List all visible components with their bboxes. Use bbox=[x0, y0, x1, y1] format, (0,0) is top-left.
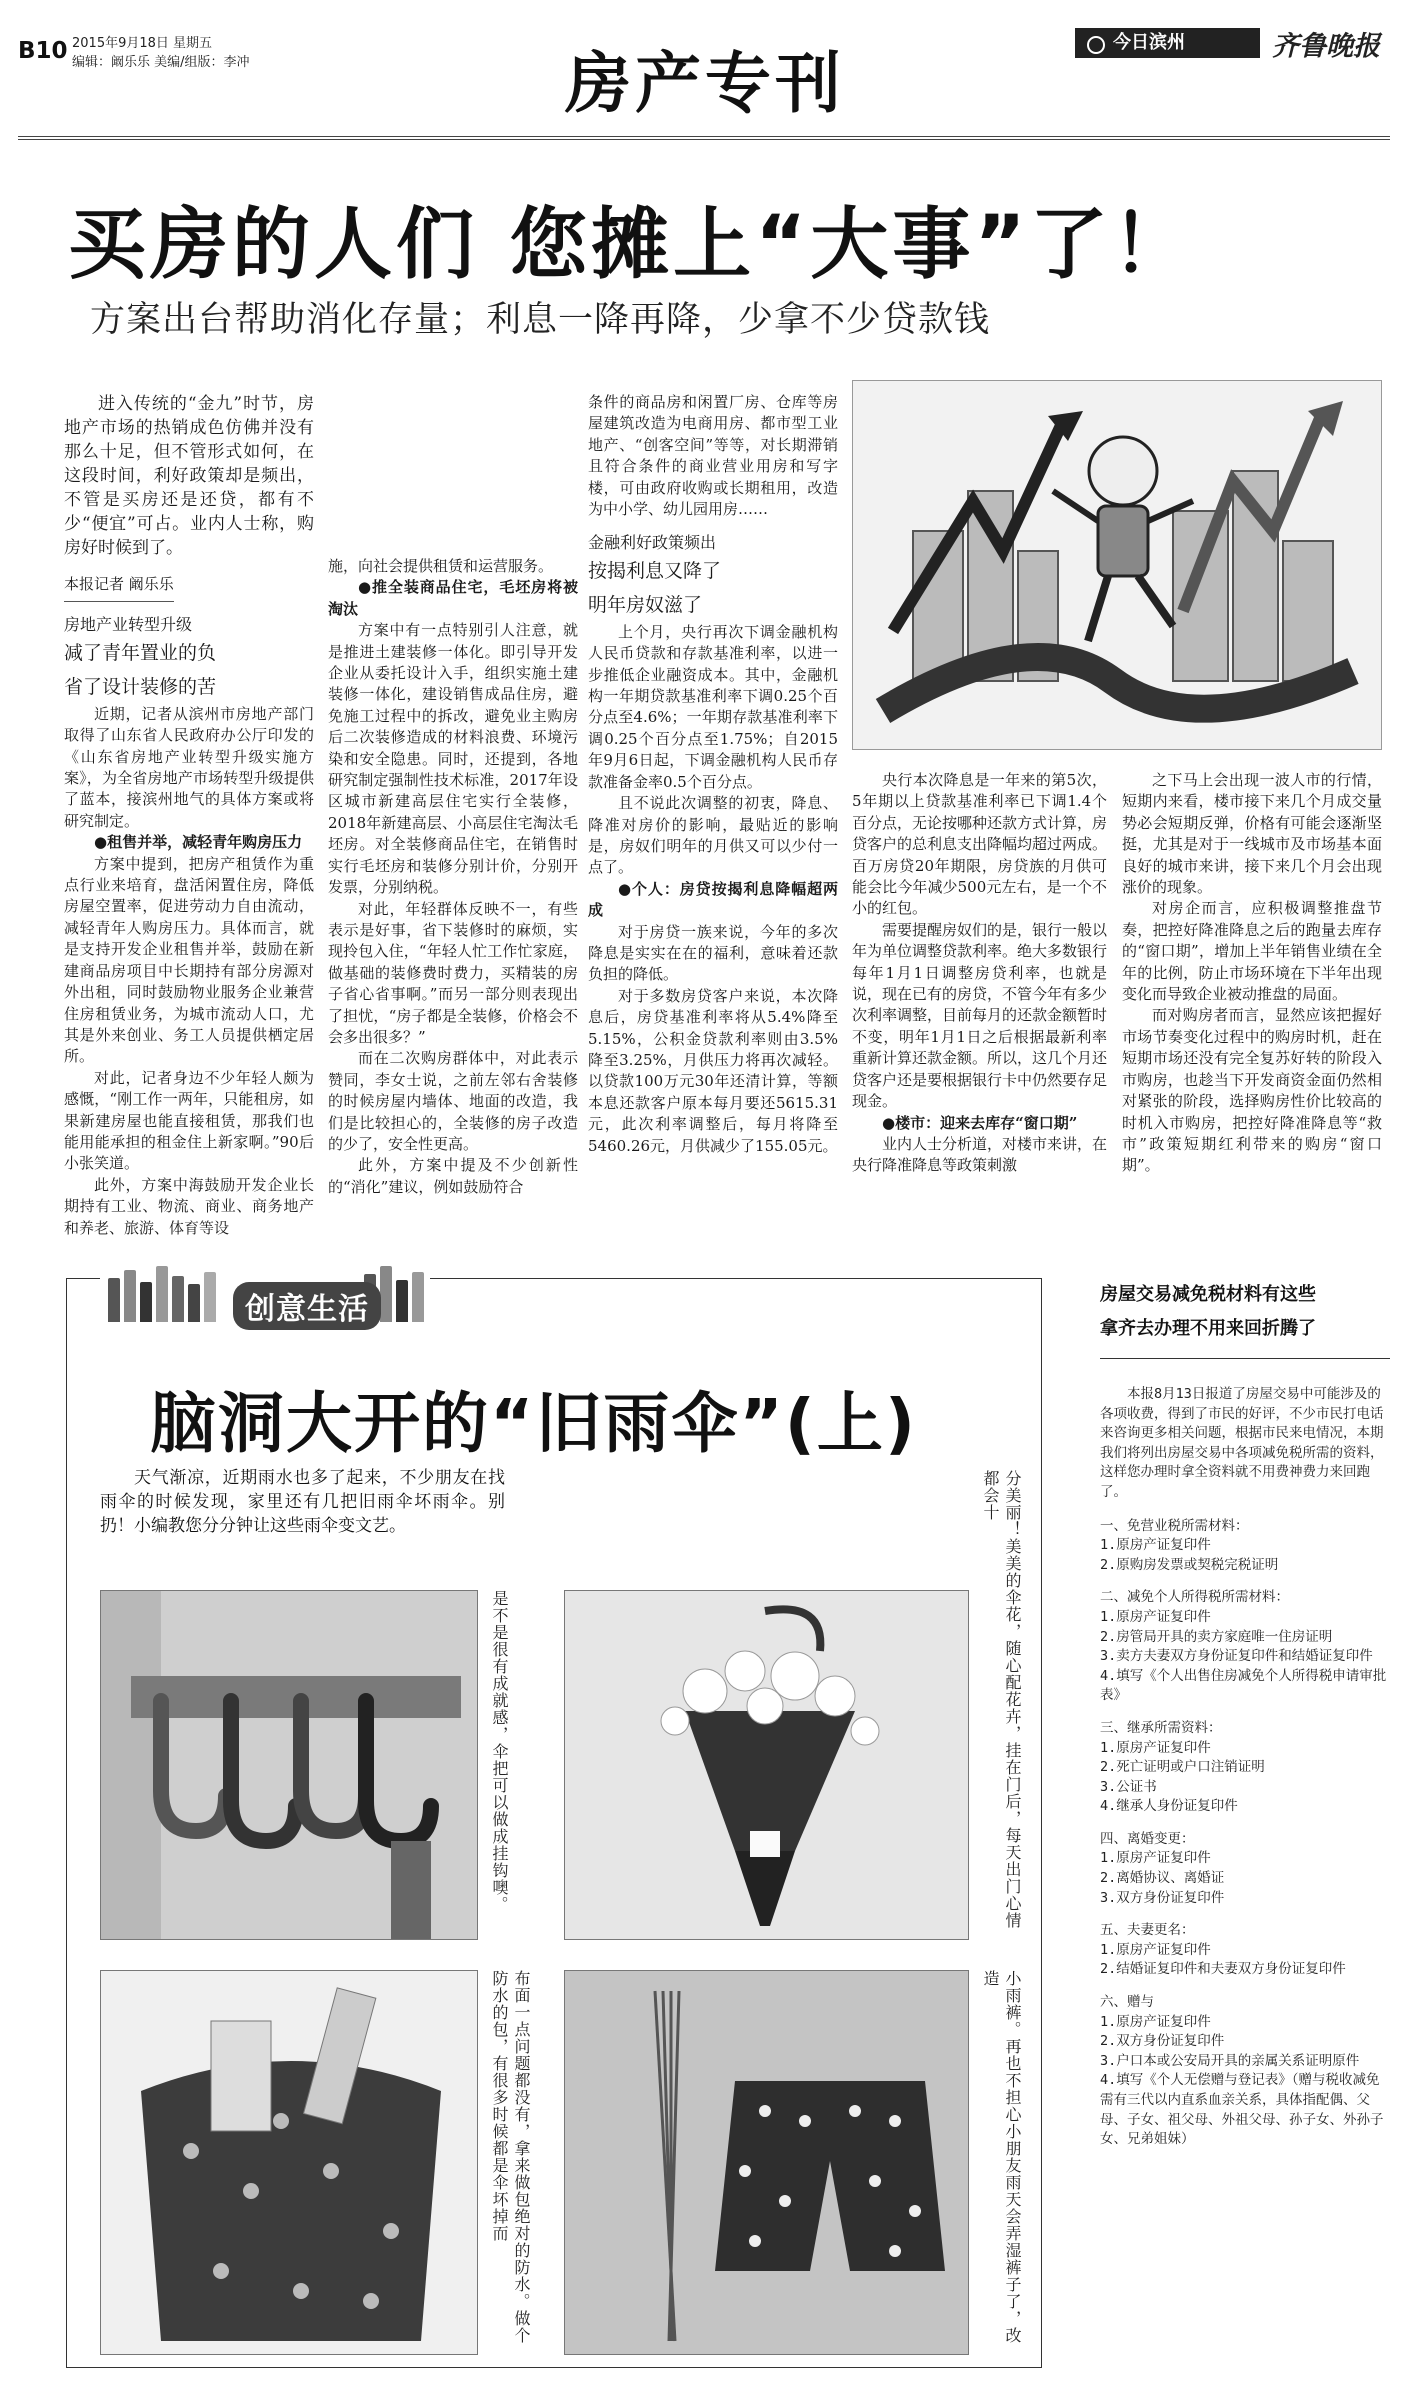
paragraph: 上个月，央行再次下调金融机构人民币贷款和存款基准利率，以进一步推低企业融资成本。其中，金融机构一年期贷款基准利率下调0.25个百分点至4.6%；一年期存款基准利率下调0.25个百分点至1.75%；自2015年9月6日起，下调金融机构人民币存款准备金率0.5个百分点。 bbox=[588, 622, 838, 791]
paragraph: 需要提醒房奴们的是，银行一般以年为单位调整贷款利率。绝大多数银行每年1月1日调整房贷利率，也就是说，现在已有的房贷，不管今年有多少次利率调整，目前每月的还款金额暂时不变，明年1月1日之后根据最新利率重新计算还款金额。所以，这几个月还贷客户还是要根据银行卡中仍然要存足现金。 bbox=[852, 920, 1107, 1111]
section2-kicker: 金融利好政策频出 bbox=[588, 533, 717, 553]
section1-heading-line1: 减了青年置业的负 bbox=[64, 641, 217, 664]
article-column-5 bbox=[1122, 770, 1382, 1252]
section1-heading-line2: 省了设计装修的苦 bbox=[64, 675, 217, 698]
pencil-icon bbox=[140, 1282, 152, 1322]
pencil-icon bbox=[188, 1284, 200, 1322]
paragraph: 央行本次降息是一年来的第5次，5年期以上贷款基准利率已下调1.4个百分点，无论按哪种还款方式计算，房贷客户的总利息支出降幅均超过两成。百万房贷20年期限，房贷族的月供可能会比今年减少500元左右，是一个不小的红包。 bbox=[852, 771, 1107, 918]
creative-life-label: 创意生活 bbox=[233, 1282, 381, 1330]
article-byline: 本报记者 阚乐乐 bbox=[64, 574, 174, 602]
main-subhead: 方案出台帮助消化存量；利息一降再降，少拿不少贷款钱 bbox=[90, 300, 991, 340]
article-column-3 bbox=[588, 392, 838, 1252]
material-item: 1.原房产证复印件 bbox=[1100, 1739, 1211, 1756]
paragraph: 对于房贷一族来说，今年的多次降息是实实在在的福利，意味着还款负担的降低。 bbox=[588, 922, 838, 984]
page-header bbox=[0, 0, 1409, 150]
paragraph: 此外，方案中提及不少创新性的“消化”建议，例如鼓励符合 bbox=[328, 1156, 578, 1196]
sidebar-intro: 本报8月13日报道了房屋交易中可能涉及的各项收费，得到了市民的好评，不少市民打电话来咨询更多相关问题，根据市民来电情况，本期我们将列出房屋交易中各项减免税所需的资料，这样您办理时拿全资料就不用费神费力来回跑了。 bbox=[1100, 1386, 1384, 1500]
material-group bbox=[1100, 1830, 1390, 1908]
rain-pants-photo bbox=[564, 1970, 969, 2355]
bullet-heading: ●个人：房贷按揭利息降幅超两成 bbox=[588, 879, 838, 920]
article-column-4 bbox=[852, 770, 1107, 1252]
umbrella-bag-photo bbox=[100, 1970, 478, 2355]
material-group-title: 三、继承所需资料： bbox=[1100, 1719, 1222, 1736]
material-group bbox=[1100, 1517, 1390, 1576]
article-lead: 进入传统的“金九”时节，房地产市场的热销成色仿佛并没有那么十足，但不管形式如何，在这段时间，利好政策却是频出，不管是买房还是还贷，都有不少“便宜”可占。业内人士称，购房好时候到了。 bbox=[64, 394, 314, 558]
material-item: 4.填写《个人无偿赠与登记表》（赠与税收减免需有三代以内直系血亲关系，具体指配偶、父母、子女、祖父母、外祖父母、孙子女、外孙子女、兄弟姐妹） bbox=[1100, 2072, 1384, 2148]
section-title: 房产专刊 bbox=[565, 44, 845, 122]
material-group bbox=[1100, 1588, 1390, 1706]
city-badge: 今日滨州 bbox=[1075, 28, 1260, 58]
paragraph: 且不说此次调整的初衷，降息、降准对房价的影响，最贴近的影响是，房奴们明年的月供又可以少付一点了。 bbox=[588, 794, 838, 877]
material-item: 1.原房产证复印件 bbox=[1100, 2013, 1211, 2030]
creative-life-banner bbox=[100, 1258, 430, 1330]
sidebar-title bbox=[1100, 1278, 1390, 1359]
bullet-heading: ●楼市：迎来去库存“窗口期” bbox=[882, 1113, 1078, 1132]
paragraph: 对房企而言，应积极调整推盘节奏，把控好降准降息之后的跑量去库存的“窗口期”，增加上半年销售业绩在全年的比例，防止市场环境在下半年出现变化而导致企业被动推盘的局面。 bbox=[1122, 899, 1382, 1004]
creative-intro: 天气渐凉，近期雨水也多了起来，不少朋友在找雨伞的时候发现，家里还有几把旧雨伞坏雨伞。别扔！小编教您分分钟让这些雨伞变文艺。 bbox=[100, 1468, 505, 1536]
material-group bbox=[1100, 1719, 1390, 1817]
material-group bbox=[1100, 1993, 1390, 2150]
material-item: 2.原购房发票或契税完税证明 bbox=[1100, 1556, 1279, 1573]
pencil-icon bbox=[204, 1272, 216, 1322]
material-item: 3.户口本或公安局开具的亲属关系证明原件 bbox=[1100, 2052, 1360, 2069]
pencil-icon bbox=[380, 1266, 392, 1322]
section1-kicker: 房地产业转型升级 bbox=[64, 615, 193, 635]
paragraph: 此外，方案中海鼓励开发企业长期持有工业、物流、商业、商务地产和养老、旅游、体育等设 bbox=[64, 1175, 314, 1237]
material-item: 2.双方身份证复印件 bbox=[1100, 2033, 1225, 2050]
article-column-1 bbox=[64, 392, 314, 1252]
article-column-2 bbox=[328, 556, 578, 1254]
umbrella-bouquet-graphic bbox=[565, 1591, 969, 1940]
material-item: 3.公证书 bbox=[1100, 1778, 1157, 1795]
umbrella-bag-graphic bbox=[101, 1971, 478, 2355]
creative-title: 脑洞大开的“旧雨伞”(上) bbox=[150, 1385, 918, 1462]
paragraph: 施，向社会提供租赁和运营服务。 bbox=[328, 557, 554, 575]
material-item: 2.房管局开具的卖方家庭唯一住房证明 bbox=[1100, 1628, 1333, 1645]
material-item: 2.死亡证明或户口注销证明 bbox=[1100, 1759, 1265, 1776]
sidebar-title-line2: 拿齐去办理不用来回折腾了 bbox=[1100, 1318, 1316, 1339]
sidebar-title-line1: 房屋交易减免税材料有这些 bbox=[1100, 1284, 1316, 1305]
material-item: 3.双方身份证复印件 bbox=[1100, 1889, 1225, 1906]
sidebar-body bbox=[1100, 1385, 1390, 2150]
umbrella-bouquet-photo bbox=[564, 1590, 969, 1940]
paragraph: 对此，年轻群体反映不一，有些表示是好事，省下装修时的麻烦，实现拎包入住，“年轻人忙工作忙家庭，做基础的装修费时费力，买精装的房子省心省事啊。”而另一部分则表现出了担忧，“房子都是全装修，价格会不会多出很多？” bbox=[328, 899, 578, 1046]
material-item: 1.原房产证复印件 bbox=[1100, 1608, 1211, 1625]
bullet-heading: ●租售并举，减轻青年购房压力 bbox=[94, 833, 303, 852]
paragraph: 条件的商品房和闲置厂房、仓库等房屋建筑改造为电商用房、都市型工业地产、“创客空间”等等，对长期滞销且符合条件的商业营业用房和写字楼，可由政府收购或长期租用，改造为中小学、幼儿园用房…… bbox=[588, 393, 838, 519]
paragraph: 而在二次购房群体中，对此表示赞同，李女士说，之前左邻右舍装修的时候房屋内墙体、地面的改造，我们是比较担心的，全装修的房子改造的少了，安全性更高。 bbox=[328, 1049, 578, 1153]
paragraph: 近期，记者从滨州市房地产部门取得了山东省人民政府办公厅印发的《山东省房地产业转型升级实施方案》，为全省房地产市场转型升级提供了蓝本，接滨州地气的具体方案或将研究制定。 bbox=[64, 704, 314, 830]
article-illustration bbox=[852, 380, 1382, 750]
pencil-icon bbox=[412, 1272, 424, 1322]
illustration-graphic bbox=[853, 381, 1382, 750]
pencil-icon bbox=[396, 1280, 408, 1322]
paragraph: 方案中提到，把房产租赁作为重点行业来培育，盘活闲置住房，降低房屋空置率，促进劳动力自由流动，减轻青年人购房压力。具体而言，就是支持开发企业租售并举，鼓励在新建商品房项目中长期持有部分房源对外出租，同时鼓励物业服务企业兼营住房租赁业务，为城市流动人口，尤其是外来创业、务工人员提供栖定居所。 bbox=[64, 854, 314, 1066]
page-number: B10 bbox=[18, 38, 68, 64]
paper-logo: 齐鲁晚报 bbox=[1272, 31, 1380, 62]
photo1-caption: 是不是很有成就感，伞把可以做成挂钩噢。 bbox=[490, 1590, 509, 1913]
material-group-title: 五、夫妻更名： bbox=[1100, 1922, 1195, 1939]
material-group-title: 二、减免个人所得税所需材料： bbox=[1100, 1589, 1289, 1606]
section2-heading-line2: 明年房奴滋了 bbox=[588, 593, 703, 616]
main-headline: 买房的人们 您摊上“大事”了！ bbox=[68, 200, 1194, 290]
paragraph: 方案中有一点特别引人注意，就是推进土建装修一体化。即引导开发企业从委托设计入手，组织实施土建装修一体化，建设销售成品住房，避免施工过程中的拆改，避免业主购房后二次装修造成的材料浪费、环境污染和安全隐患。同时，还提到，各地研究制定强制性技术标准，2017年设区城市新建高层住宅实行全装修，2018年新建高层、小高层住宅淘汰毛坯房。对全装修商品住宅，在销售时实行毛坯房和装修分别计价，分别开发票，分别纳税。 bbox=[328, 621, 578, 897]
paragraph: 之下马上会出现一波人市的行情，短期内来看，楼市接下来几个月成交量势必会短期反弹，价格有可能会逐渐坚挺，尤其是对于一线城市及市场基本面良好的城市来讲，接下来几个月会出现涨价的现象。 bbox=[1122, 771, 1382, 897]
date-line: 2015年9月18日 星期五 bbox=[72, 36, 213, 51]
section2-heading-line1: 按揭利息又降了 bbox=[588, 559, 722, 582]
material-group-title: 六、赠与 bbox=[1100, 1994, 1154, 2011]
material-item: 1.原房产证复印件 bbox=[1100, 1850, 1211, 1867]
umbrella-hook-graphic bbox=[101, 1591, 478, 1940]
rain-pants-graphic bbox=[565, 1971, 969, 2355]
material-item: 3.卖方夫妻双方身份证复印件和结婚证复印件 bbox=[1100, 1648, 1373, 1665]
material-group-title: 一、免营业税所需材料： bbox=[1100, 1517, 1249, 1534]
material-group-title: 四、离婚变更： bbox=[1100, 1830, 1195, 1847]
pencil-icon bbox=[156, 1266, 168, 1322]
material-item: 1.原房产证复印件 bbox=[1100, 1537, 1211, 1554]
photo4-caption: 小雨裤。再也不担心小朋友雨天会弄湿裤子了，改造 bbox=[981, 1970, 1022, 2344]
material-item: 1.原房产证复印件 bbox=[1100, 1941, 1211, 1958]
paragraph: 对于多数房贷客户来说，本次降息后，房贷基准利率将从5.4%降至5.15%，公积金贷款利率则由3.5%降至3.25%，月供压力将再次减轻。以贷款100万元30年还清计算，等额本息还款客户原本每月要还5615.31元，此次利率调整后，每月将降至5460.26元，月供减少了155.05元。 bbox=[588, 986, 838, 1155]
pencil-icon bbox=[108, 1278, 120, 1322]
photo3-caption: 布面一点问题都没有，拿来做包绝对的防水。做个防水的包，有很多时候都是伞坏掉而 bbox=[490, 1970, 531, 2344]
staff-line: 编辑：阚乐乐 美编/组版：李冲 bbox=[72, 55, 250, 70]
paragraph: 业内人士分析道，对楼市来讲，在央行降准降息等政策刺激 bbox=[852, 1134, 1107, 1175]
tax-materials-sidebar bbox=[1100, 1278, 1390, 2368]
pencil-icon bbox=[124, 1270, 136, 1322]
umbrella-hook-photo bbox=[100, 1590, 478, 1940]
publication-info bbox=[72, 34, 250, 72]
header-rule bbox=[18, 136, 1390, 140]
material-group bbox=[1100, 1921, 1390, 1980]
photo2-caption: 分美丽！美美的伞花，随心配花卉，挂在门后，每天出门心情都会十 bbox=[981, 1470, 1022, 1929]
paragraph: 而对购房者而言，显然应该把握好市场节奏变化过程中的购房时机，赶在短期市场还没有完全复苏好转的阶段入市购房，也趁当下开发商资金面仍然相对紧张的阶段，选择购房性价比较高的时机入市购房，把控好降准降息等“救市”政策短期红利带来的购房“窗口期”。 bbox=[1122, 1006, 1382, 1175]
material-item: 2.离婚协议、离婚证 bbox=[1100, 1870, 1225, 1887]
paragraph: 对此，记者身边不少年轻人颇为感慨，“刚工作一两年，只能租房，如果新建房屋也能直接租赁，那我们也能用能承担的租金住上新家啊。”90后小张笑道。 bbox=[64, 1068, 314, 1173]
material-item: 4.继承人身份证复印件 bbox=[1100, 1798, 1238, 1815]
pencil-icon bbox=[172, 1276, 184, 1322]
material-item: 2.结婚证复印件和夫妻双方身份证复印件 bbox=[1100, 1961, 1346, 1978]
material-item: 4.填写《个人出售住房减免个人所得税申请审批表》 bbox=[1100, 1667, 1387, 1704]
bullet-heading: ●推全装商品住宅，毛坯房将被淘汰 bbox=[328, 578, 578, 618]
